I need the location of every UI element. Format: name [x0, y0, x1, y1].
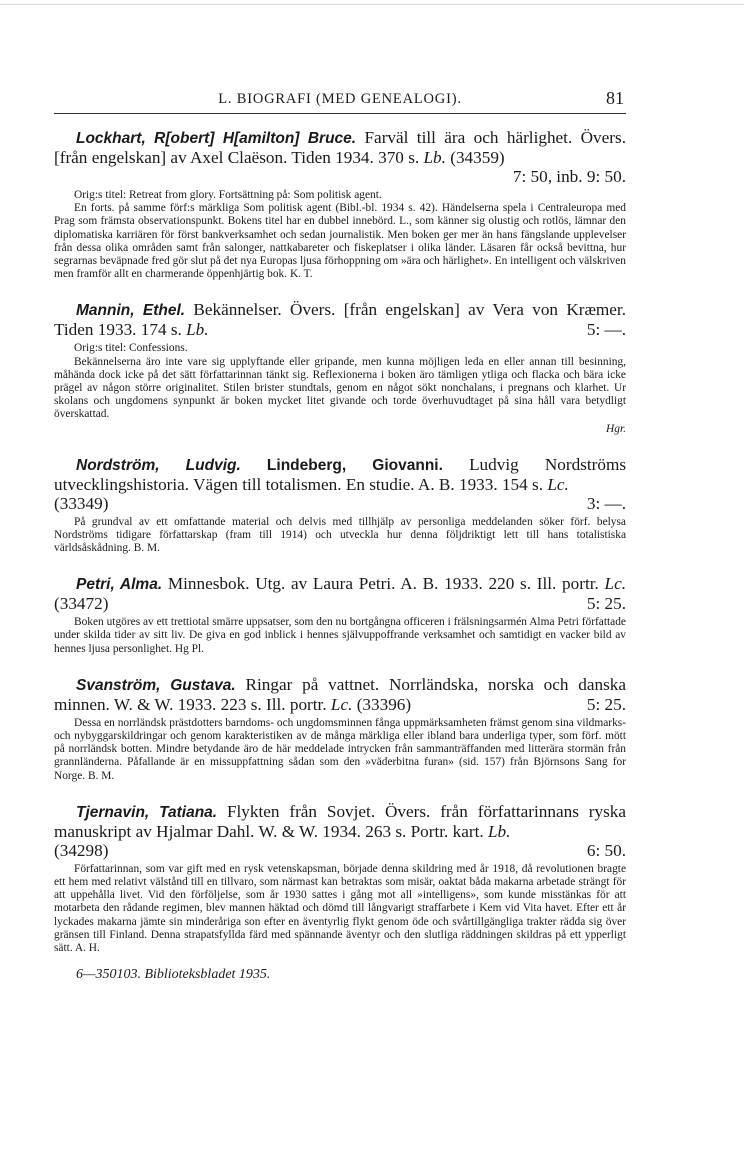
- entry-price: 6: 50.: [586, 840, 626, 860]
- entry-lockhart: [54, 128, 626, 281]
- entry-number: (34359): [450, 148, 505, 167]
- entry-note: [54, 717, 626, 783]
- page-number: 81: [606, 88, 624, 108]
- entry-class: Lc.: [547, 474, 569, 494]
- entry-main: [54, 802, 626, 841]
- entry-petri: [54, 574, 626, 656]
- entry-tjernavin: [54, 802, 626, 955]
- entry-author: Petri, Alma.: [76, 576, 163, 594]
- entry-class: Lb.: [487, 821, 511, 841]
- note-paragraph: Boken utgöres av ett trettiotal smärre uppsatser, som den nu bortgångna officeren i frälsningsarmén Alma Petri författade under skilda tider av sitt liv. De giva en god inblick i hennes självuppoffrande verksamhet och samtidigt en vacker bild av hennes ljusa personlighet. Hg Pl.: [54, 616, 626, 655]
- entry-main: [54, 128, 626, 167]
- entry-number-price: [54, 841, 626, 860]
- entry-title: Flykten från Sovjet. Övers. från författarinnans ryska manuskript av Hjalmar Dahl. W. & W. 1934. 263 s. Portr. kart.: [54, 801, 626, 841]
- entry-note: [54, 516, 626, 556]
- entry-publication: Övers. [från engelskan] av Axel Claëson. Tiden 1934. 370 s.: [54, 128, 626, 167]
- entry-price: 3: —.: [586, 493, 626, 513]
- note-paragraph: Orig:s titel: Retreat from glory. Fortsättning på: Som politisk agent.: [74, 189, 382, 201]
- entry-title: Farväl till ära och härlighet.: [364, 128, 573, 147]
- note-paragraph: Dessa en norrländsk prästdotters barndoms- och ungdomsminnen fånga uppmärksamheten främst genom sina vildmarks- och nybyggarskildringar och genom karakteristiken av de många märkliga eller ibland bara underliga typer, som förf. mött på norrländsk botten. Mindre betydande äro de här meddelade intrycken från sammanträffanden med litterära stormän från grannländerna. Påfallande är en missuppfattning sådan som den »väderbitna furan» (sid. 157) från Björnsons Sang for Norge. B. M.: [54, 716, 626, 782]
- entry-class: Lc.: [604, 574, 626, 594]
- entry-title: Ringar på vattnet. Norrländska, norska och danska minnen. W. & W. 1933. 223 s. Ill. portr.: [54, 674, 627, 714]
- entry-author: Tjernavin, Tatiana.: [76, 803, 218, 821]
- entry-number: (33349): [54, 493, 109, 513]
- entry-author: Mannin, Ethel.: [76, 302, 186, 320]
- entry-main: [54, 455, 626, 494]
- entry-author: Nordström, Ludvig.: [76, 456, 241, 474]
- entry-note: [54, 342, 626, 421]
- document-page: [54, 88, 626, 983]
- entry-class: Lc.: [330, 694, 353, 714]
- entry-number: (33472): [54, 594, 109, 614]
- entry-svanstrom: [54, 675, 626, 783]
- note-paragraph: Författarinnan, som var gift med en rysk vetenskapsman, började denna skildring med år 1918, då revolutionen bragte ett hem med relativt välstånd till en tillvaro, som närmast kan betraktas som misär, oaktat båda makarna arbetade strängt för att uppehålla livet. Vid den förföljelse, som år 1930 sattes i gång mot all »intelligens», som kunde misstänkas för att motarbeta den rådande regimen, blev mannen häktad och dömd till långvarigt straffarbete i Kem vid Vita havet. Efter ett år lyckades makarna jämte sin minderåriga son efter en äventyrlig flykt genom öde och svårtillgängliga trakter rädda sig över gränsen till Finland. Denna strapatsfyllda färd med spännande äventyr och den slutliga räddningen skildras på ett ypperligt sätt. A. H.: [54, 862, 626, 955]
- entry-class: Lb.: [423, 148, 446, 167]
- entry-author: Lockhart, R[obert] H[amilton] Bruce.: [76, 130, 357, 147]
- entry-number-price: [54, 494, 626, 513]
- section-title: L. BIOGRAFI (MED GENEALOGI).: [218, 91, 462, 107]
- entry-number: (33396): [356, 694, 412, 714]
- entry-coauthor: Lindeberg, Giovanni.: [266, 456, 443, 474]
- top-edge-line: [0, 4, 744, 5]
- running-header: [54, 88, 626, 114]
- page-footer: 6—350103. Biblioteksbladet 1935.: [76, 967, 271, 983]
- entry-price: 7: 50, inb. 9: 50.: [512, 167, 626, 186]
- entry-title: Minnesbok. Utg. av Laura Petri. A. B. 1933. 220 s. Ill. portr.: [167, 574, 599, 594]
- note-paragraph: På grundval av ett omfattande material och delvis med tillhjälp av personliga meddelanden söker förf. belysa Nordströms tidigare författarskap (fram till 1914) och utveckla hur denna följdriktigt lett till hans totalistiska världsåskådning. B. M.: [54, 515, 626, 555]
- note-paragraph: Bekännelserna äro inte vare sig upplyftande eller gripande, men kunna möjligen leda en eller annan till besinning, måhända dock icke på det sätt författarinnan tänkt sig. Reflexionerna i boken äro tämligen ytliga och flacka och bära icke prägel av någon större originalitet. Stilen brister stundtals, genom en något sökt nonchalans, i pregnans och klarhet. Ur skolans och ungdomens synpunkt är boken mycket litet givande och torde överhuvudtaget på sina håll vara betydligt överskattad.: [54, 355, 626, 421]
- entry-signature: Hgr.: [606, 422, 626, 435]
- entry-title: Ludvig Nordströms utvecklingshistoria. Vägen till totalismen. En studie. A. B. 1933. 154 s.: [54, 454, 627, 494]
- entry-author: Svanström, Gustava.: [76, 676, 236, 694]
- entry-mannin: [54, 300, 626, 435]
- entry-class: Lb.: [186, 320, 209, 340]
- note-paragraph: En forts. på samme förf:s märkliga Som politisk agent (Bibl.-bl. 1934 s. 42). Händelserna spela i Centraleuropa med Prag som främsta observationspunkt. Bokens titel har en dubbel innebörd. L., som känner sig olustig och rotlös, lämnar den diplomatiska karriären för först bankverksamhet och sedan journalistik. Men boken ger mer än hans fängslande upplevelser från dessa olika områden samt från salonger, nattkabareter och fiskeplatser i olika länder. Läsaren får också bevittna, hur segrarnas beväpnade fred gör slut på det nya Europas ljusa förhoppning om »ära och härlighet». En intelligent och välskriven men framför allt en charmerande öppenhjärtig bok. K. T.: [54, 202, 626, 281]
- entry-note: [54, 863, 626, 955]
- entry-price: 5: 25.: [586, 594, 626, 614]
- entry-number: (34298): [54, 840, 109, 860]
- entry-title: Bekännelser. Övers. [från engelskan] av Vera von Kræmer. Tiden 1933. 174 s.: [54, 300, 626, 340]
- header-rule: [54, 113, 626, 114]
- entry-note: [54, 189, 626, 281]
- entry-price: 5: 25.: [586, 694, 626, 714]
- entry-price: 5: —.: [586, 320, 626, 340]
- entry-nordstrom: [54, 455, 626, 556]
- entry-note: [54, 616, 626, 656]
- note-paragraph: Orig:s titel: Confessions.: [74, 342, 188, 355]
